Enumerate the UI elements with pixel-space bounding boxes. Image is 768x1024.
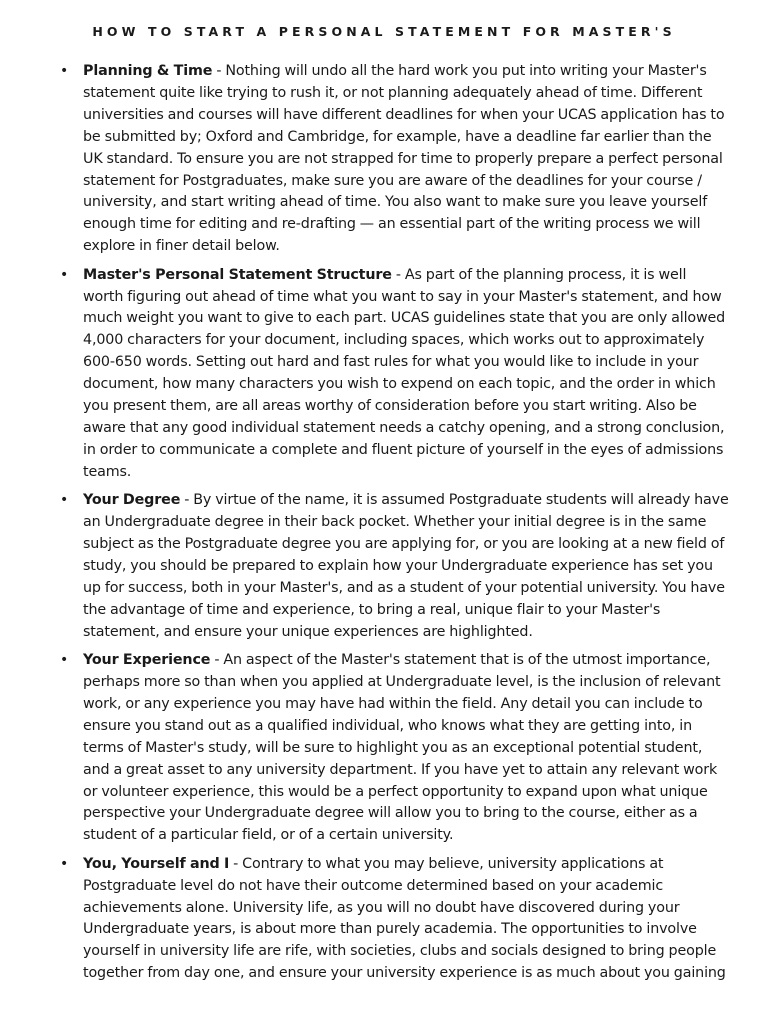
section-list (0, 61, 768, 992)
list-item-your-degree (0, 490, 768, 643)
heading-separator: - (210, 652, 224, 669)
section-heading: Your Experience (83, 652, 211, 669)
section-heading: Your Degree (83, 492, 181, 509)
section-text: Contrary to what you may believe, university applications at Postgraduate level do not have their outcome determined based on your academic achievements alone. University life, as you will no doubt have discovered during your Undergraduate years, is about more than purely academia. The opportunities to involve yourself in university life are rife, with societies, clubs and socials designed to bring people together from day one, and ensure your university experience is as much about you gaining (83, 855, 726, 982)
section-text: Nothing will undo all the hard work you put into writing your Master's statement quite like trying to rush it, or not planning adequately ahead of time. Different universities and courses will have different deadlines for when your UCAS application has to be submitted by; Oxford and Cambridge, for example, have a deadline far earlier than the UK standard. To ensure you are not strapped for time to properly prepare a perfect personal statement for Postgraduates, make sure you are aware of the deadlines for your course / university, and start writing ahead of time. You also want to make sure you leave yourself enough time for editing and re-drafting — an essential part of the writing process we will explore in finer detail below. (83, 63, 725, 255)
section-heading: Planning & Time (83, 63, 213, 79)
bullet-icon: • (60, 63, 69, 79)
page-title: HOW TO START A PERSONAL STATEMENT FOR MASTER'S (92, 24, 676, 39)
bullet-icon: • (60, 266, 69, 283)
bullet-icon: • (60, 855, 69, 872)
list-item-your-experience (0, 650, 768, 847)
section-heading: You, Yourself and I (83, 855, 230, 872)
heading-separator: - (391, 266, 405, 283)
heading-separator: - (229, 855, 243, 872)
heading-separator: - (212, 63, 226, 79)
list-item-planning-time (0, 61, 768, 258)
section-heading: Master's Personal Statement Structure (83, 266, 392, 283)
bullet-icon: • (60, 652, 69, 669)
section-text: By virtue of the name, it is assumed Postgraduate students will already have an Undergraduate degree in their back pocket. Whether your initial degree is in the same subject as the Postgraduate degree you are applying for, or you are looking at a new field of study, you should be prepared to explain how your Undergraduate experience has set you up for success, both in your Master's, and as a student of your potential university. You have the advantage of time and experience, to bring a real, unique flair to your Master's statement, and ensure your unique experiences are highlighted. (83, 492, 729, 640)
section-text: As part of the planning process, it is well worth figuring out ahead of time what you want to say in your Master's statement, and how much weight you want to give to each part. UCAS guidelines state that you are only allowed 4,000 characters for your document, including spaces, which works out to approximately 600-650 words. Setting out hard and fast rules for what you would like to include in your document, how many characters you wish to expend on each topic, and the order in which you present them, are all areas worthy of consideration before you start writing. Also be aware that any good individual statement needs a catchy opening, and a strong conclusion, in order to communicate a complete and fluent picture of yourself in the eyes of admissions teams. (83, 266, 726, 480)
list-item-you-yourself-and-i (0, 854, 768, 985)
heading-separator: - (180, 492, 194, 509)
bullet-icon: • (60, 492, 69, 509)
list-item-structure (0, 265, 768, 484)
section-text: An aspect of the Master's statement that is of the utmost importance, perhaps more so than when you applied at Undergraduate level, is the inclusion of relevant work, or any experience you may have had within the field. Any detail you can include to ensure you stand out as a qualified individual, who knows what they are getting into, in terms of Master's study, will be sure to highlight you as an exceptional potential student, and a great asset to any university department. If you have yet to attain any relevant work or volunteer experience, this would be a perfect opportunity to expand upon what unique perspective your Undergraduate degree will allow you to bring to the course, either as a student of a particular field, or of a certain university. (83, 652, 721, 844)
